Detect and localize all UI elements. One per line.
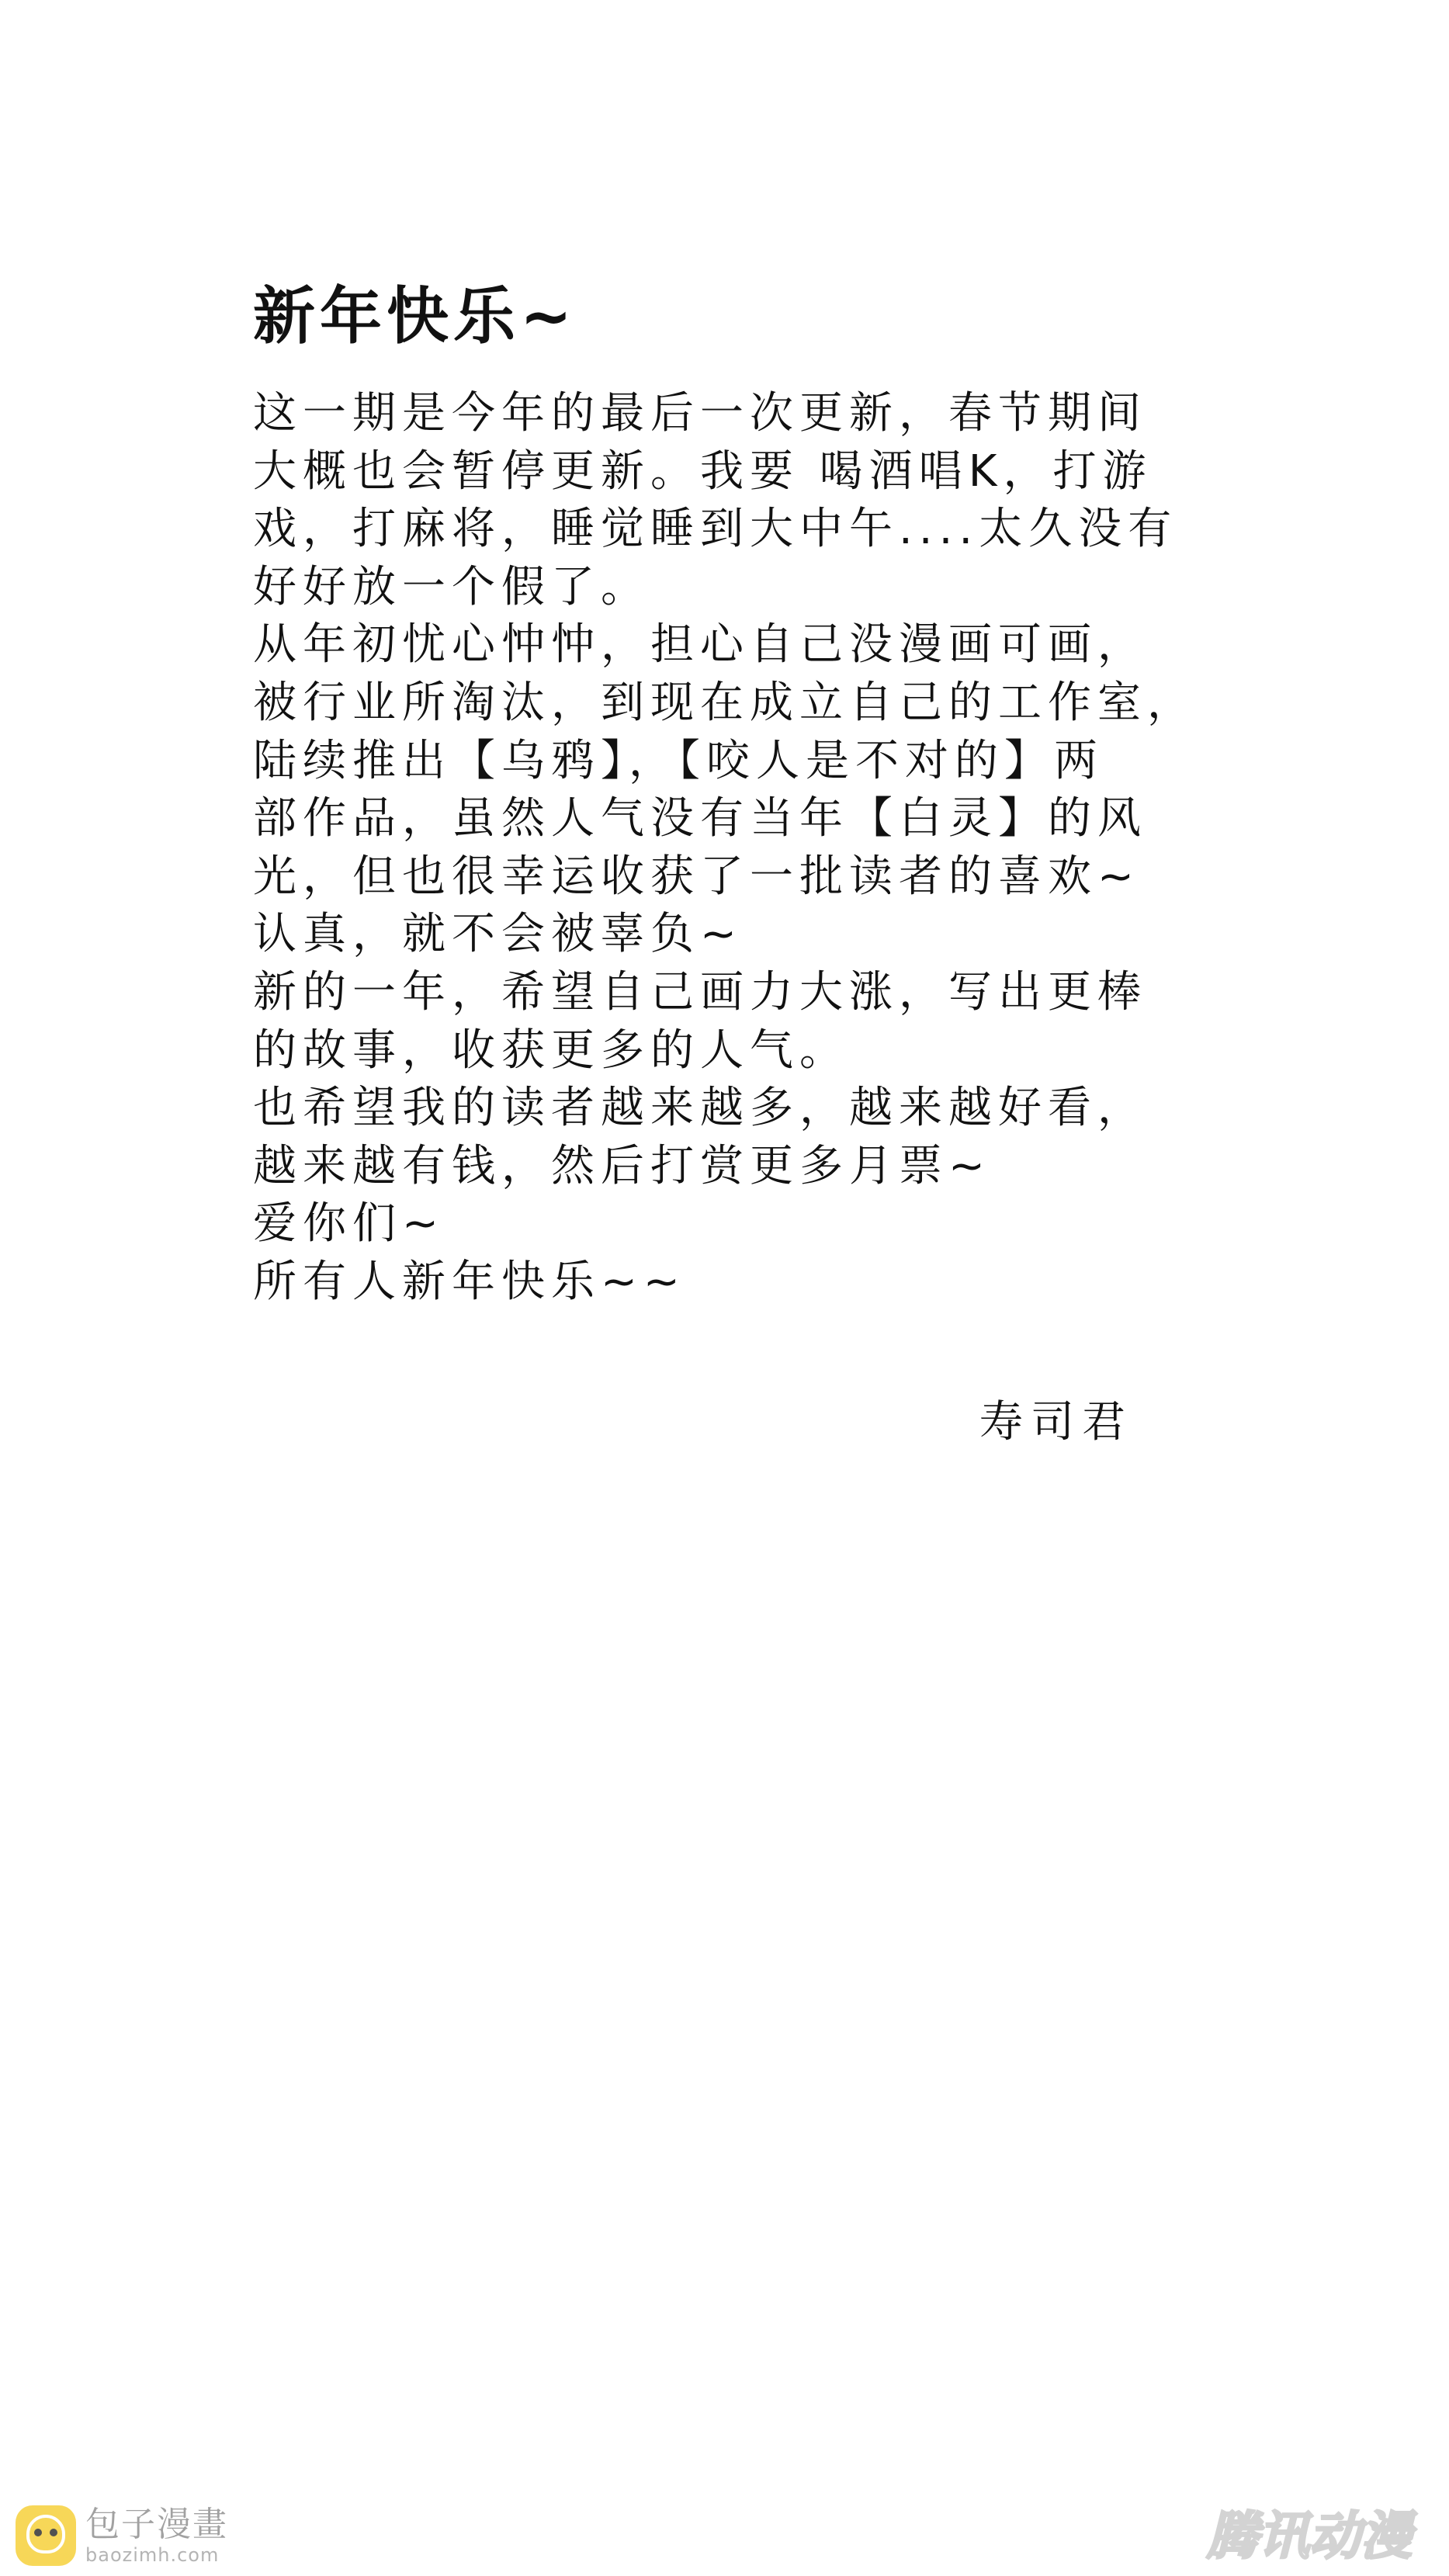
letter-line: 越来越有钱，然后打赏更多月票~ — [253, 1140, 991, 1191]
letter-line: 陆续推出【乌鸦】，【咬人是不对的】两 — [253, 735, 1104, 786]
author-signature: 寿司君 — [979, 1397, 1133, 1447]
letter-line: 部作品，虽然人气没有当年【白灵】的风 — [253, 793, 1147, 844]
tencent-comic-watermark: 腾讯动漫 — [1207, 2506, 1412, 2566]
baozimh-watermark — [16, 2503, 228, 2568]
watermark-site-url: baozimh.com — [85, 2544, 220, 2566]
letter-line: 所有人新年快乐~~ — [253, 1256, 686, 1307]
letter — [253, 279, 1262, 1312]
letter-line: 爱你们~ — [253, 1198, 445, 1250]
letter-line: 的故事，收获更多的人气。 — [253, 1025, 849, 1076]
letter-line: 新的一年，希望自己画力大涨，写出更棒 — [253, 966, 1147, 1018]
letter-line: 被行业所淘汰，到现在成立自己的工作室， — [253, 677, 1197, 728]
letter-line: 也希望我的读者越来越多，越来越好看， — [253, 1083, 1147, 1134]
letter-line: 戏，打麻将，睡觉睡到大中午....太久没有 — [253, 504, 1178, 555]
letter-line: 好好放一个假了。 — [253, 561, 650, 612]
bun-logo-icon — [16, 2505, 76, 2566]
letter-title: 新年快乐~ — [253, 280, 577, 352]
letter-line: 大概也会暂停更新。我要 喝酒唱K，打游 — [253, 446, 1153, 497]
letter-line: 认真，就不会被辜负~ — [253, 909, 743, 960]
watermark-text — [85, 2505, 228, 2566]
watermark-site-name: 包子漫畫 — [85, 2505, 228, 2544]
letter-line: 光，但也很幸运收获了一批读者的喜欢~ — [253, 851, 1140, 902]
letter-line: 从年初忧心忡忡，担心自己没漫画可画， — [253, 619, 1147, 671]
letter-line: 这一期是今年的最后一次更新，春节期间 — [253, 388, 1147, 439]
